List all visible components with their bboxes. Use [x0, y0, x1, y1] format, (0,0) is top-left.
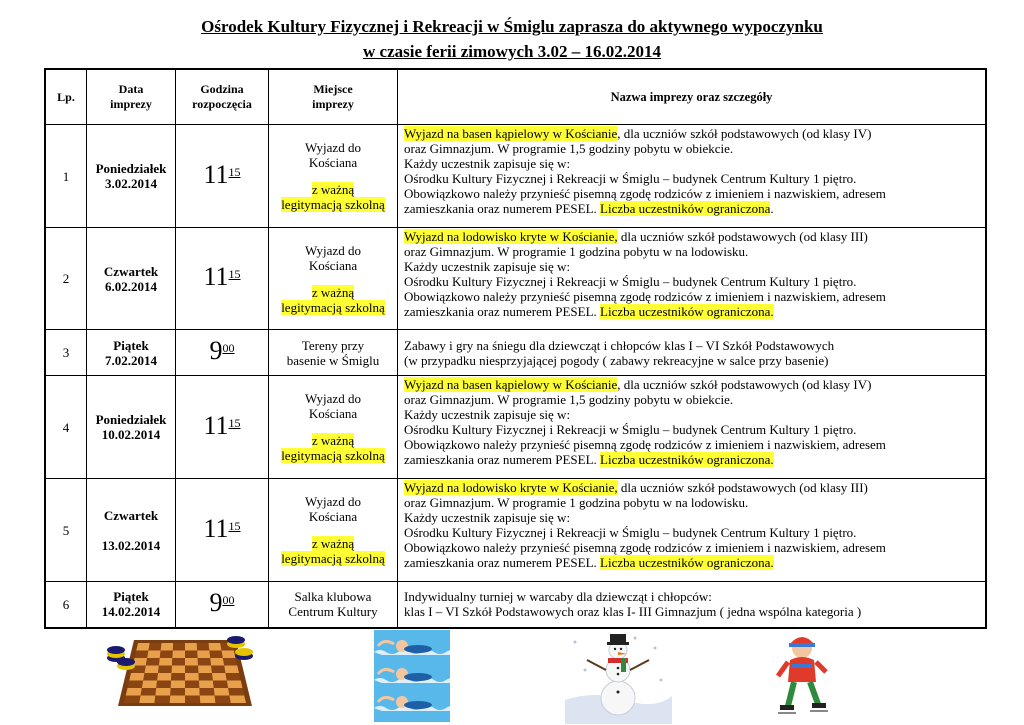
checkerboard-square: [209, 643, 222, 651]
checkerboard-square: [170, 696, 185, 704]
row-hour: $11^{15}$: [176, 125, 269, 228]
checkerboard-square: [199, 688, 214, 696]
table-row: [45, 330, 986, 376]
checkerboard-square: [161, 643, 174, 651]
row-hour: $11^{15}$: [176, 376, 269, 479]
checkerboard-square: [200, 696, 216, 704]
checkerboard-square: [171, 681, 185, 689]
table-row: [45, 125, 986, 228]
checkerboard-square: [157, 673, 171, 681]
checkerboard-square: [141, 688, 157, 696]
checkerboard-square: [185, 666, 199, 674]
checkerboard-square: [146, 658, 160, 666]
col-date: Data imprezy: [87, 69, 176, 125]
col-place: Miejsce imprezy: [269, 69, 398, 125]
table-row: [45, 582, 986, 628]
checkerboard-square: [147, 651, 161, 659]
checkerboard-square: [155, 688, 170, 696]
checkerboard-square: [224, 666, 239, 674]
row-number: 4: [45, 376, 87, 479]
swimmers-image: [374, 630, 450, 722]
checkerboard-square: [172, 666, 186, 674]
table-header-row: [45, 69, 986, 125]
row-place: Salka klubowa Centrum Kultury: [269, 582, 398, 628]
checkerboard-square: [172, 651, 185, 659]
checkerboard-square: [198, 666, 212, 674]
checkerboard-square: [223, 658, 237, 666]
checkerboard-square: [156, 681, 171, 689]
checkerboard-square: [128, 681, 144, 689]
illustrations: [0, 628, 1024, 725]
checkerboard-square: [228, 688, 244, 696]
row-number: 3: [45, 330, 87, 376]
checkerboard-square: [214, 688, 230, 696]
row-date: Czwartek 13.02.2014: [87, 479, 176, 582]
checkerboard-square: [135, 651, 149, 659]
checkerboard-square: [197, 651, 210, 659]
checkerboard-square: [197, 643, 210, 651]
row-hour: $9^{00}$: [176, 582, 269, 628]
checkerboard-square: [170, 688, 185, 696]
ice-skater-image: [772, 632, 828, 720]
checkerboard-square: [139, 696, 155, 704]
checkerboard-square: [159, 658, 173, 666]
col-lp: Lp.: [45, 69, 87, 125]
checkerboard-square: [185, 651, 198, 659]
col-hour: Godzina rozpoczęcia: [176, 69, 269, 125]
row-description: Zabawy i gry na śniegu dla dziewcząt i chłopców klas I – VI Szkół Podstawowych (w przypadku niesprzyjającej pogody ( zabawy rekreacyjne w salce przy basenie): [398, 330, 987, 376]
row-description: Wyjazd na basen kąpielowy w Kościanie, dla uczniów szkół podstawowych (od klasy IV) oraz Gimnazjum. W programie 1,5 godziny pobytu w obiekcie. Każdy uczestnik zapisuje się w: Ośrodku Kultury Fizycznej i Rekreacji w Śmiglu – budynek Centrum Kultury 1 piętro. Obowiązkowo należy przynieść pisemną zgodę rodziców z imieniem i nazwiskiem, adresem zamieszkania oraz numerem PESEL. Liczba uczestników ograniczona.: [398, 125, 987, 228]
checkerboard-square: [185, 681, 199, 689]
checkerboard-square: [211, 666, 225, 674]
checkerboard-square: [198, 658, 212, 666]
checkerboard-square: [227, 681, 243, 689]
row-description: Wyjazd na lodowisko kryte w Kościanie, dla uczniów szkół podstawowych (od klasy III) oraz Gimnazjum. W programie 1 godzina pobytu w na lodowisku. Każdy uczestnik zapisuje się w: Ośrodku Kultury Fizycznej i Rekreacji w Śmiglu – budynek Centrum Kultury 1 piętro. Obowiązkowo należy przynieść pisemną zgodę rodziców z imieniem i nazwiskiem, adresem zamieszkania oraz numerem PESEL. Liczba uczestników ograniczona.: [398, 228, 987, 330]
checkerboard-square: [229, 696, 246, 704]
row-place: Wyjazd do Kościana z ważną legitymacją szkolną: [269, 125, 398, 228]
row-date: Piątek 14.02.2014: [87, 582, 176, 628]
checkerboard-square: [226, 673, 241, 681]
page-title: Ośrodek Kultury Fizycznej i Rekreacji w Śmiglu zaprasza do aktywnego wypoczynku: [201, 17, 823, 36]
checkerboard-square: [199, 681, 214, 689]
col-desc: Nazwa imprezy oraz szczegóły: [398, 69, 987, 125]
checkerboard-square: [145, 666, 159, 674]
row-date: Czwartek 6.02.2014: [87, 228, 176, 330]
snowman-image: [565, 630, 672, 724]
checkerboard-square: [213, 681, 228, 689]
row-number: 1: [45, 125, 87, 228]
checkerboard-square: [142, 681, 157, 689]
checkerboard-square: [185, 696, 200, 704]
checkerboard-square: [185, 658, 198, 666]
row-date: Piątek 7.02.2014: [87, 330, 176, 376]
checkerboard-square: [209, 651, 223, 659]
checkerboard-square: [212, 673, 227, 681]
checkerboard-square: [136, 643, 150, 651]
row-number: 2: [45, 228, 87, 330]
checkerboard-square: [143, 673, 158, 681]
row-date: Poniedziałek 10.02.2014: [87, 376, 176, 479]
row-place: Wyjazd do Kościana z ważną legitymacją szkolną: [269, 376, 398, 479]
row-place: Tereny przy basenie w Śmiglu: [269, 330, 398, 376]
checkerboard-square: [160, 651, 173, 659]
checkerboard-square: [185, 673, 199, 681]
checkerboard-square: [210, 658, 224, 666]
checkerboard-square: [172, 658, 185, 666]
row-place: Wyjazd do Kościana z ważną legitymacją szkolną: [269, 228, 398, 330]
row-hour: $9^{00}$: [176, 330, 269, 376]
checkerboard-square: [171, 673, 185, 681]
row-number: 6: [45, 582, 87, 628]
row-place: Wyjazd do Kościana z ważną legitymacją szkolną: [269, 479, 398, 582]
page-subtitle: w czasie ferii zimowych 3.02 – 16.02.2014: [363, 42, 661, 61]
checkerboard-square: [126, 688, 142, 696]
schedule-table: [44, 68, 987, 629]
checkerboard-square: [129, 673, 144, 681]
row-description: Indywidualny turniej w warcaby dla dziewcząt i chłopców: klas I – VI Szkół Podstawowych oraz klas I- III Gimnazjum ( jedna wspólna kategoria ): [398, 582, 987, 628]
table-row: [45, 228, 986, 330]
checkerboard-square: [199, 673, 213, 681]
row-date: Poniedziałek 3.02.2014: [87, 125, 176, 228]
row-number: 5: [45, 479, 87, 582]
table-row: [45, 376, 986, 479]
checkerboard-square: [148, 643, 161, 651]
table-row: [45, 479, 986, 582]
checkers-board-image: [104, 632, 254, 712]
checkerboard-square: [155, 696, 171, 704]
checkerboard-square: [222, 651, 236, 659]
checkerboard-square: [215, 696, 231, 704]
checkerboard-square: [158, 666, 172, 674]
row-description: Wyjazd na basen kąpielowy w Kościanie, dla uczniów szkół podstawowych (od klasy IV) oraz Gimnazjum. W programie 1,5 godziny pobytu w obiekcie. Każdy uczestnik zapisuje się w: Ośrodku Kultury Fizycznej i Rekreacji w Śmiglu – budynek Centrum Kultury 1 piętro. Obowiązkowo należy przynieść pisemną zgodę rodziców z imieniem i nazwiskiem, adresem zamieszkania oraz numerem PESEL. Liczba uczestników ograniczona.: [398, 376, 987, 479]
row-description: Wyjazd na lodowisko kryte w Kościanie, dla uczniów szkół podstawowych (od klasy III) oraz Gimnazjum. W programie 1 godzina pobytu w na lodowisku. Każdy uczestnik zapisuje się w: Ośrodku Kultury Fizycznej i Rekreacji w Śmiglu – budynek Centrum Kultury 1 piętro. Obowiązkowo należy przynieść pisemną zgodę rodziców z imieniem i nazwiskiem, adresem zamieszkania oraz numerem PESEL. Liczba uczestników ograniczona.: [398, 479, 987, 582]
row-hour: $11^{15}$: [176, 228, 269, 330]
checkerboard-square: [173, 643, 185, 651]
row-hour: $11^{15}$: [176, 479, 269, 582]
checkerboard-square: [185, 688, 200, 696]
checkerboard-square: [124, 696, 141, 704]
checkerboard-square: [185, 643, 197, 651]
